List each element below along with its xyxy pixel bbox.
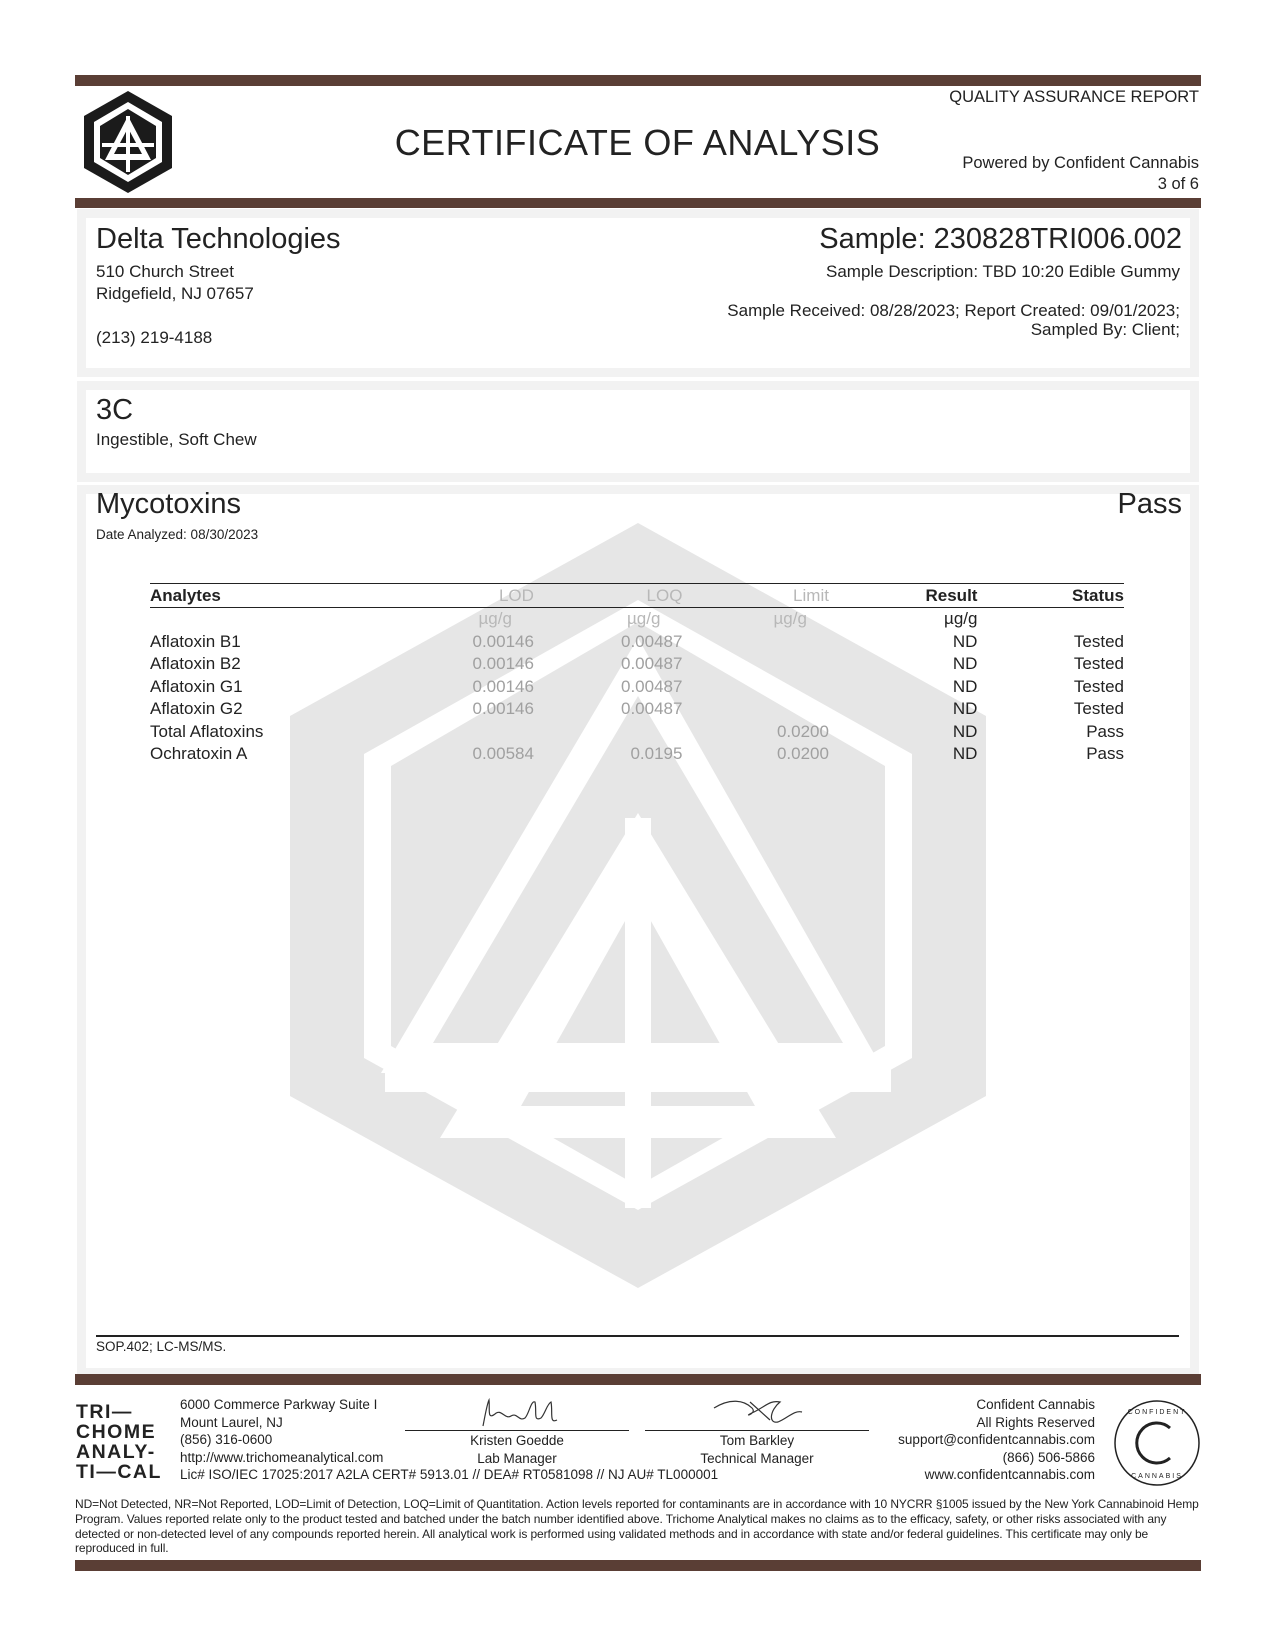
signer-role: Technical Manager [700, 1451, 814, 1466]
table-row [150, 698, 1124, 721]
sampled-by: Sampled By: Client; [1030, 320, 1180, 339]
lod-cell: 0.00584 [472, 744, 534, 764]
lod-cell: 0.00146 [472, 699, 534, 719]
sample-description: Sample Description: TBD 10:20 Edible Gummy [825, 262, 1180, 281]
signer-name: Kristen Goedde [470, 1433, 564, 1448]
loq-cell [534, 721, 683, 744]
status-cell: Tested [1073, 631, 1124, 651]
loq-cell: 0.00487 [621, 699, 683, 719]
signature-line-lab-manager [405, 1430, 629, 1431]
table-row [150, 721, 1124, 744]
loq-cell: 0.00487 [621, 654, 683, 674]
header-status: Status [977, 584, 1124, 608]
header-loq: LOQ [534, 584, 683, 608]
status-cell: Tested [1073, 676, 1124, 696]
lod-cell: 0.00146 [472, 654, 534, 674]
result-cell: ND [952, 676, 978, 696]
lab-address1: 6000 Commerce Parkway Suite I [180, 1397, 378, 1412]
document-title: CERTIFICATE OF ANALYSIS [394, 122, 881, 163]
limit-cell: 0.0200 [776, 721, 829, 741]
loq-cell: 0.0195 [630, 744, 683, 764]
result-cell: ND [952, 699, 978, 719]
confident-cannabis-seal-icon [1112, 1398, 1202, 1488]
result-cell: ND [952, 631, 978, 651]
product-name: 3C [96, 394, 134, 426]
svg-text:CONFIDENT: CONFIDENT [1127, 1409, 1187, 1416]
header-limit: Limit [682, 584, 829, 608]
footer-bottom-bar [75, 1560, 1201, 1571]
disclaimer-text: ND=Not Detected, NR=Not Reported, LOD=Limit of Detection, LOQ=Limit of Quantitation. Action levels reported for contaminants are in accordance with 10 NYCRR §1005 issued by the New York Cannabinoid Hemp Program. Values reported relate only to the product tested and batched under the batch number identified above. Trichome Analytical makes no claims as to the efficacy, safety, or other risks associated with any detected or non-detected level of any compounds reported herein. All analytical work is performed using validated methods and in accordance with state and/or federal guidelines. This certificate may only be reproduced in full. [75, 1497, 1199, 1556]
result-cell: ND [952, 654, 978, 674]
lab-license: Lic# ISO/IEC 17025:2017 A2LA CERT# 5913.01 // DEA# RT0581098 // NJ AU# TL000001 [180, 1467, 719, 1482]
section-title: Mycotoxins [96, 488, 242, 520]
method-text: SOP.402; LC-MS/MS. [96, 1339, 227, 1354]
sample-id: Sample: 230828TRI006.002 [819, 223, 1182, 255]
table-header-row [150, 584, 1124, 608]
signature-tom-barkley [710, 1394, 810, 1430]
signature-kristen-goedde [475, 1396, 585, 1430]
unit-status [977, 608, 1124, 631]
header-bottom-bar [75, 198, 1201, 208]
signer-technical-manager [645, 1432, 869, 1468]
status-cell: Tested [1073, 699, 1124, 719]
status-cell: Pass [1086, 721, 1124, 741]
client-name: Delta Technologies [96, 223, 341, 255]
limit-cell [682, 698, 829, 721]
confident-website-link[interactable]: www.confidentcannabis.com [924, 1467, 1095, 1482]
powered-by: Powered by Confident Cannabis [962, 154, 1199, 172]
confident-name: Confident Cannabis [976, 1397, 1095, 1412]
loq-cell: 0.00487 [621, 631, 683, 651]
lab-logo [76, 1402, 162, 1482]
section-status: Pass [1117, 488, 1182, 520]
sample-received: Sample Received: 08/28/2023; Report Created: 09/01/2023; [727, 301, 1180, 320]
signer-name: Tom Barkley [719, 1433, 795, 1448]
table-row [150, 631, 1124, 654]
lab-logo-line: TI—CAL [76, 1461, 162, 1483]
status-cell: Tested [1073, 654, 1124, 674]
analyte-cell: Aflatoxin G1 [150, 676, 243, 696]
analyte-cell: Total Aflatoxins [150, 721, 264, 741]
top-bar [75, 75, 1201, 86]
loq-cell: 0.00487 [621, 676, 683, 696]
units-row [150, 608, 1124, 631]
unit-analytes [150, 608, 324, 631]
result-cell: ND [952, 744, 978, 764]
lab-website-link[interactable]: http://www.trichomeanalytical.com [180, 1449, 384, 1465]
date-analyzed: Date Analyzed: 08/30/2023 [96, 527, 259, 542]
confident-rights: All Rights Reserved [976, 1414, 1095, 1430]
lab-logo-line: ANALY- [76, 1441, 156, 1463]
table-row [150, 653, 1124, 676]
page-number: 3 of 6 [1157, 175, 1199, 193]
analyte-cell: Aflatoxin B2 [150, 654, 241, 674]
analyte-cell: Aflatoxin G2 [150, 699, 243, 719]
lab-phone: (856) 316-0600 [180, 1432, 273, 1447]
signer-role: Lab Manager [477, 1451, 557, 1466]
client-address-line2: Ridgefield, NJ 07657 [96, 284, 254, 303]
table-row [150, 743, 1124, 766]
footer-top-bar [75, 1374, 1201, 1385]
status-cell: Pass [1086, 744, 1124, 764]
report-type: QUALITY ASSURANCE REPORT [949, 88, 1199, 106]
limit-cell [682, 653, 829, 676]
lab-logo-line: TRI— [76, 1401, 133, 1423]
limit-cell [682, 676, 829, 699]
header-analytes: Analytes [150, 584, 324, 608]
limit-cell [682, 631, 829, 654]
lod-cell [324, 721, 534, 744]
unit-limit: µg/g [773, 609, 807, 629]
signer-lab-manager [405, 1432, 629, 1468]
confident-info [898, 1396, 1095, 1484]
lod-cell: 0.00146 [472, 676, 534, 696]
header-lod: LOD [324, 584, 534, 608]
analyte-cell: Ochratoxin A [150, 744, 248, 764]
signature-line-technical-manager [645, 1430, 869, 1431]
unit-result: µg/g [944, 609, 978, 629]
method-divider [96, 1335, 1179, 1337]
confident-phone: (866) 506-5866 [1002, 1449, 1095, 1465]
result-cell: ND [952, 721, 978, 741]
lab-address2: Mount Laurel, NJ [180, 1414, 283, 1430]
svg-text:CANNABIS: CANNABIS [1131, 1473, 1183, 1480]
unit-lod: µg/g [478, 609, 512, 629]
product-category: Ingestible, Soft Chew [96, 430, 257, 449]
table-row [150, 676, 1124, 699]
lab-logo-line: CHOME [76, 1421, 157, 1443]
client-address-line1: 510 Church Street [96, 262, 234, 281]
limit-cell: 0.0200 [776, 744, 829, 764]
confident-email-link[interactable]: support@confidentcannabis.com [898, 1432, 1095, 1447]
analyte-cell: Aflatoxin B1 [150, 631, 241, 651]
unit-loq: µg/g [627, 609, 661, 629]
results-table [150, 583, 1124, 766]
lod-cell: 0.00146 [472, 631, 534, 651]
header-result: Result [829, 584, 978, 608]
client-phone: (213) 219-4188 [96, 328, 213, 347]
